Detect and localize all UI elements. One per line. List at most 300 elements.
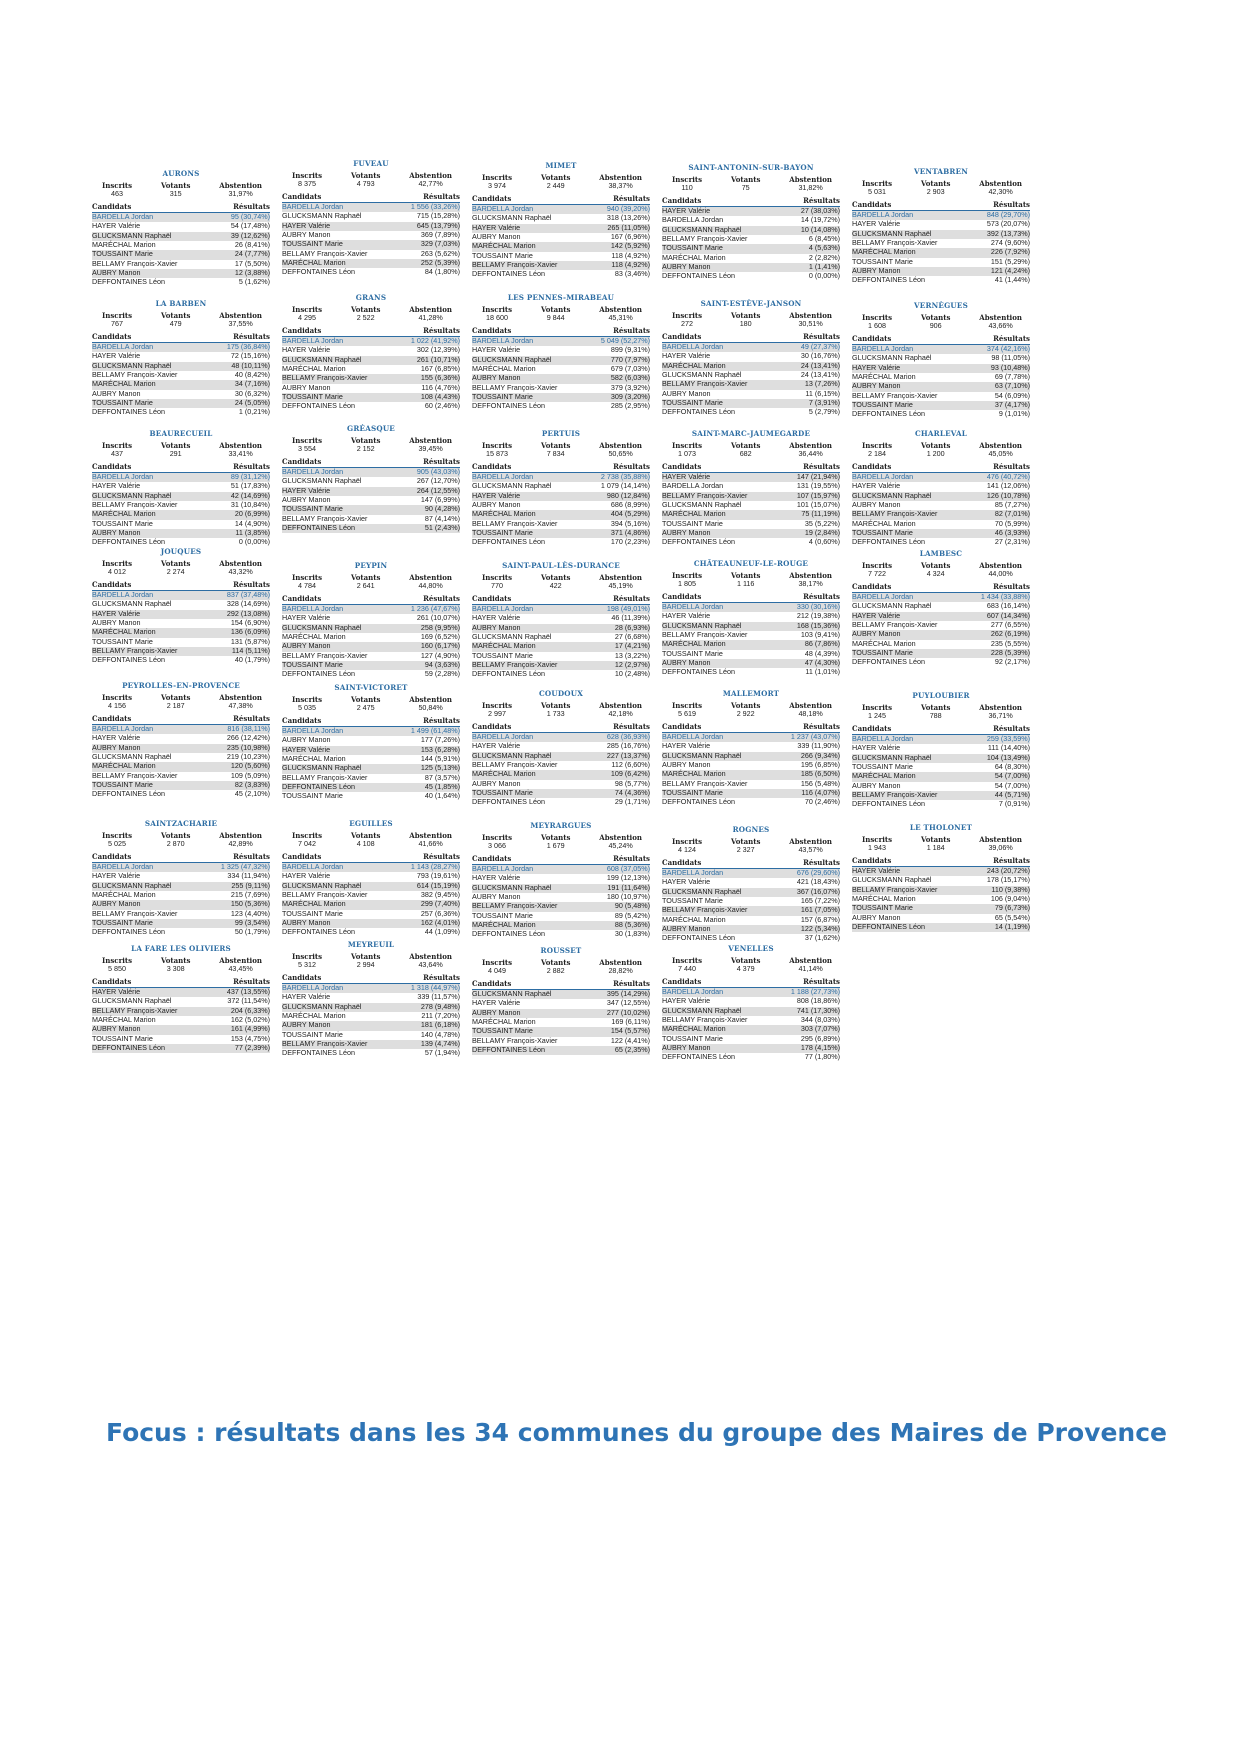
results-table <box>282 863 460 937</box>
commune-block <box>282 562 460 679</box>
candidate-result: 0 (0,00%) <box>808 271 840 281</box>
candidate-result: 24 (5,05%) <box>234 397 270 407</box>
abstention-value: 28,82% <box>608 966 633 976</box>
candidate-result: 181 (6,18%) <box>420 1020 460 1030</box>
candidate-name: BARDELLA Jordan <box>92 590 154 600</box>
votants-value: 9 844 <box>546 313 565 323</box>
candidate-name: TOUSSAINT Marie <box>472 650 533 660</box>
commune-name: LE THOLONET <box>909 823 973 832</box>
table-row <box>92 278 270 287</box>
candidate-name: HAYER Valérie <box>852 610 901 620</box>
inscrits-label: Inscrits <box>482 957 513 967</box>
inscrits-value: 4 156 <box>108 701 127 711</box>
candidate-name: DEFFONTAINES Léon <box>662 933 735 943</box>
candidate-result: 77 (2,39%) <box>234 1042 270 1052</box>
candidats-label: Candidats <box>662 721 702 731</box>
candidate-name: HAYER Valérie <box>662 877 711 887</box>
candidate-result: 204 (6,33%) <box>230 1005 270 1015</box>
commune-stats <box>282 574 460 591</box>
candidate-name: BELLAMY François-Xavier <box>282 772 368 782</box>
candidate-name: AUBRY Manon <box>852 381 901 391</box>
candidate-name: MARÉCHAL Marion <box>282 1010 346 1020</box>
candidate-result: 27 (38,03%) <box>800 206 840 216</box>
candidate-name: DEFFONTAINES Léon <box>852 409 925 419</box>
candidate-name: DEFFONTAINES Léon <box>282 927 355 937</box>
votants-cell <box>921 562 951 579</box>
commune-block <box>472 294 650 411</box>
votants-cell <box>161 442 191 459</box>
commune-stats <box>852 180 1030 197</box>
abstention-label: Abstention <box>979 702 1022 712</box>
candidate-name: MARÉCHAL Marion <box>282 363 346 373</box>
candidate-name: BARDELLA Jordan <box>472 604 534 614</box>
abstention-cell <box>599 702 642 719</box>
candidats-label: Candidats <box>472 193 512 203</box>
candidats-label: Candidats <box>92 461 132 471</box>
abstention-cell <box>979 180 1022 197</box>
candidate-result: 40 (8,42%) <box>234 369 270 379</box>
votants-value: 180 <box>739 319 752 329</box>
candidate-name: DEFFONTAINES Léon <box>472 1044 545 1054</box>
candidate-result: 161 (7,05%) <box>800 905 840 915</box>
inscrits-cell <box>292 437 322 454</box>
candidate-result: 86 (7,86%) <box>804 639 840 649</box>
candidate-result: 131 (5,87%) <box>230 636 270 646</box>
candidate-name: AUBRY Manon <box>662 1042 711 1052</box>
candidate-result: 285 (2,95%) <box>610 401 650 411</box>
votants-value: 1 184 <box>926 843 945 853</box>
candidate-result: 39 (12,62%) <box>230 230 270 240</box>
candidats-label: Candidats <box>282 456 322 466</box>
commune-stats <box>472 574 650 591</box>
inscrits-label: Inscrits <box>292 170 323 180</box>
candidate-name: AUBRY Manon <box>282 229 331 239</box>
candidate-result: 54 (7,00%) <box>994 771 1030 781</box>
abstention-value: 42,18% <box>608 709 633 719</box>
resultats-label: Résultats <box>803 976 840 986</box>
candidats-label: Candidats <box>92 201 132 211</box>
inscrits-value: 18 600 <box>486 313 509 323</box>
candidate-name: BARDELLA Jordan <box>662 215 724 225</box>
candidate-name: DEFFONTAINES Léon <box>852 657 925 667</box>
candidate-result: 683 (16,14%) <box>986 601 1030 611</box>
results-table <box>282 605 460 679</box>
candidats-label: Candidats <box>282 325 322 335</box>
candidate-name: BELLAMY François-Xavier <box>472 759 558 769</box>
candidate-result: 46 (11,39%) <box>611 613 650 623</box>
abstention-value: 33,41% <box>228 449 253 459</box>
abstention-label: Abstention <box>789 570 832 580</box>
candidats-label: Candidats <box>282 593 322 603</box>
candidate-result: 101 (15,07%) <box>796 499 840 509</box>
resultats-label: Résultats <box>803 195 840 205</box>
candidate-name: DEFFONTAINES Léon <box>662 537 735 547</box>
commune-block <box>852 168 1030 285</box>
candidate-name: GLUCKSMANN Raphaël <box>92 490 172 500</box>
results-table <box>282 984 460 1058</box>
inscrits-cell <box>672 957 702 974</box>
abstention-cell <box>979 836 1022 853</box>
candidate-result: 607 (14,34%) <box>986 610 1030 620</box>
inscrits-label: Inscrits <box>482 304 513 314</box>
candidate-result: 87 (3,57%) <box>424 772 460 782</box>
votants-cell <box>541 959 571 976</box>
candidate-name: BELLAMY François-Xavier <box>662 233 748 243</box>
candidate-result: 109 (6,42%) <box>610 769 650 779</box>
candidate-result: 90 (4,28%) <box>424 504 460 514</box>
votants-cell <box>161 182 191 199</box>
candidate-name: BELLAMY François-Xavier <box>92 369 178 379</box>
candidate-result: 191 (11,64%) <box>607 882 650 892</box>
commune-name: VENELLES <box>728 944 774 953</box>
candidate-name: HAYER Valérie <box>472 873 521 883</box>
candidate-name: HAYER Valérie <box>472 222 521 232</box>
candidate-result: 262 (6,19%) <box>990 629 1030 639</box>
abstention-label: Abstention <box>789 836 832 846</box>
candidate-name: GLUCKSMANN Raphaël <box>662 499 742 509</box>
commune-stats <box>92 312 270 329</box>
candidate-name: MARÉCHAL Marion <box>92 1014 156 1024</box>
candidate-name: MARÉCHAL Marion <box>472 641 536 651</box>
abstention-value: 50,65% <box>608 449 633 459</box>
candidate-result: 437 (13,55%) <box>226 987 270 997</box>
candidate-result: 679 (7,03%) <box>610 363 650 373</box>
votants-cell <box>731 957 761 974</box>
commune-name: SAINT-VICTORET <box>334 683 408 692</box>
results-table <box>282 203 460 277</box>
inscrits-cell <box>482 574 512 591</box>
candidats-label: Candidats <box>472 978 512 988</box>
candidate-name: GLUCKSMANN Raphaël <box>852 353 932 363</box>
inscrits-value: 1 245 <box>868 711 887 721</box>
candidate-name: GLUCKSMANN Raphaël <box>852 228 932 238</box>
candidate-result: 11 (3,85%) <box>235 527 270 537</box>
candidate-result: 84 (1,80%) <box>424 267 460 277</box>
inscrits-cell <box>862 836 892 853</box>
abstention-value: 37,55% <box>228 319 253 329</box>
abstention-value: 43,32% <box>228 567 253 577</box>
inscrits-cell <box>862 704 892 721</box>
candidate-result: 75 (11,19%) <box>801 509 840 519</box>
candidate-result: 24 (13,41%) <box>800 369 840 379</box>
candidate-result: 17 (5,50%) <box>234 258 270 268</box>
commune-block <box>852 550 1030 667</box>
candidate-name: GLUCKSMANN Raphaël <box>662 750 742 760</box>
commune-name: FUVEAU <box>353 159 389 168</box>
candidate-name: BELLAMY François-Xavier <box>852 789 938 799</box>
inscrits-value: 110 <box>681 183 693 193</box>
votants-value: 4 379 <box>736 964 755 974</box>
abstention-label: Abstention <box>789 700 832 710</box>
abstention-cell <box>979 314 1022 331</box>
candidate-name: AUBRY Manon <box>852 629 901 639</box>
candidate-result: 153 (4,75%) <box>230 1033 270 1043</box>
candidate-result: 339 (11,90%) <box>797 741 840 751</box>
results-table <box>472 337 650 411</box>
abstention-label: Abstention <box>409 694 452 704</box>
votants-label: Votants <box>920 178 951 188</box>
votants-value: 7 834 <box>546 449 565 459</box>
inscrits-label: Inscrits <box>672 310 703 320</box>
candidate-result: 37 (4,17%) <box>994 399 1030 409</box>
inscrits-cell <box>102 312 132 329</box>
votants-value: 291 <box>169 449 182 459</box>
abstention-value: 45,31% <box>608 313 633 323</box>
abstention-value: 43,66% <box>988 321 1013 331</box>
inscrits-label: Inscrits <box>292 435 323 445</box>
resultats-label: Résultats <box>993 333 1030 343</box>
inscrits-label: Inscrits <box>292 572 323 582</box>
votants-value: 2 522 <box>356 313 375 323</box>
candidate-result: 24 (7,77%) <box>234 249 270 259</box>
resultats-label: Résultats <box>423 191 460 201</box>
candidate-result: 14 (19,72%) <box>800 215 840 225</box>
inscrits-label: Inscrits <box>482 572 513 582</box>
abstention-cell <box>409 306 452 323</box>
votants-label: Votants <box>540 440 571 450</box>
candidate-result: 14 (1,19%) <box>994 921 1030 931</box>
abstention-value: 45,19% <box>608 581 633 591</box>
candidats-label: Candidats <box>662 195 702 205</box>
abstention-label: Abstention <box>219 180 262 190</box>
votants-label: Votants <box>540 572 571 582</box>
commune-block <box>472 430 650 547</box>
candidate-name: GLUCKSMANN Raphaël <box>472 631 552 641</box>
candidate-result: 1 (1,41%) <box>808 261 840 271</box>
commune-block <box>662 164 840 281</box>
commune-block <box>472 162 650 279</box>
commune-stats <box>662 957 840 974</box>
commune-block <box>92 300 270 417</box>
candidate-result: 47 (4,30%) <box>804 657 840 667</box>
inscrits-label: Inscrits <box>292 304 323 314</box>
results-table <box>662 207 840 281</box>
votants-cell <box>921 314 951 331</box>
inscrits-cell <box>672 838 702 855</box>
results-table <box>662 733 840 807</box>
candidate-result: 185 (6,50%) <box>800 769 840 779</box>
candidate-name: DEFFONTAINES Léon <box>282 522 355 532</box>
inscrits-value: 1 943 <box>868 843 887 853</box>
votants-label: Votants <box>350 435 381 445</box>
votants-label: Votants <box>160 180 191 190</box>
resultats-label: Résultats <box>233 713 270 723</box>
candidate-name: AUBRY Manon <box>92 267 141 277</box>
candidate-name: BARDELLA Jordan <box>662 481 724 491</box>
abstention-cell <box>979 562 1022 579</box>
table-row <box>852 658 1030 667</box>
candidate-result: 292 (13,08%) <box>226 608 270 618</box>
candidate-name: TOUSSAINT Marie <box>852 647 913 657</box>
table-row <box>662 1053 840 1062</box>
candidate-name: TOUSSAINT Marie <box>472 391 533 401</box>
candidate-result: 369 (7,89%) <box>420 229 460 239</box>
votants-cell <box>161 560 191 577</box>
commune-stats <box>92 442 270 459</box>
inscrits-value: 5 035 <box>298 703 317 713</box>
table-row <box>852 538 1030 547</box>
commune-stats <box>92 182 270 199</box>
candidate-result: 608 (37,05%) <box>606 864 650 874</box>
table-row <box>852 276 1030 285</box>
abstention-label: Abstention <box>979 560 1022 570</box>
inscrits-value: 1 805 <box>678 579 697 589</box>
candidate-result: 44 (1,09%) <box>424 927 460 937</box>
votants-cell <box>731 702 761 719</box>
candidate-name: DEFFONTAINES Léon <box>472 669 545 679</box>
inscrits-label: Inscrits <box>862 702 893 712</box>
candidate-name: MARÉCHAL Marion <box>92 761 156 771</box>
inscrits-cell <box>672 176 702 193</box>
inscrits-cell <box>292 306 322 323</box>
votants-value: 1 116 <box>736 579 755 589</box>
candidate-name: MARÉCHAL Marion <box>472 241 536 251</box>
candidats-label: Candidats <box>852 199 892 209</box>
candidats-label: Candidats <box>92 851 132 861</box>
candidate-result: 82 (7,01%) <box>994 509 1030 519</box>
inscrits-label: Inscrits <box>482 440 513 450</box>
candidate-result: 243 (20,72%) <box>986 866 1030 876</box>
candidate-name: DEFFONTAINES Léon <box>852 799 925 809</box>
candidate-name: BARDELLA Jordan <box>472 204 534 214</box>
candidate-name: HAYER Valérie <box>92 987 141 997</box>
commune-stats <box>92 694 270 711</box>
votants-cell <box>921 704 951 721</box>
candidate-result: 37 (1,62%) <box>804 933 840 943</box>
abstention-cell <box>789 312 832 329</box>
table-row <box>92 928 270 937</box>
votants-label: Votants <box>730 570 761 580</box>
inscrits-label: Inscrits <box>102 180 133 190</box>
candidate-result: 112 (6,60%) <box>611 759 650 769</box>
candidate-result: 118 (4,92%) <box>611 250 650 260</box>
inscrits-cell <box>672 312 702 329</box>
abstention-label: Abstention <box>599 700 642 710</box>
candidate-name: BELLAMY François-Xavier <box>662 778 748 788</box>
candidate-result: 330 (30,16%) <box>796 602 840 612</box>
candidate-result: 7 (3,91%) <box>808 397 840 407</box>
candidate-name: AUBRY Manon <box>282 917 331 927</box>
inscrits-value: 7 440 <box>678 964 697 974</box>
votants-cell <box>731 572 761 589</box>
candidate-name: MARÉCHAL Marion <box>662 360 726 370</box>
candidate-result: 46 (3,93%) <box>994 527 1030 537</box>
candidate-result: 676 (29,60%) <box>796 868 840 878</box>
candidate-result: 136 (6,09%) <box>230 627 270 637</box>
resultats-label: Résultats <box>233 851 270 861</box>
abstention-label: Abstention <box>409 435 452 445</box>
abstention-label: Abstention <box>789 310 832 320</box>
candidate-result: 940 (39,20%) <box>606 204 650 214</box>
candidate-name: MARÉCHAL Marion <box>662 639 726 649</box>
results-table <box>852 867 1030 932</box>
abstention-value: 43,64% <box>418 960 443 970</box>
inscrits-label: Inscrits <box>672 955 703 965</box>
commune-block <box>472 690 650 807</box>
votants-label: Votants <box>350 170 381 180</box>
resultats-label: Résultats <box>423 851 460 861</box>
candidate-name: TOUSSAINT Marie <box>282 659 343 669</box>
candidate-result: 13 (3,22%) <box>614 650 650 660</box>
table-row <box>662 934 840 943</box>
candidate-name: TOUSSAINT Marie <box>92 1033 153 1043</box>
candidate-result: 261 (10,71%) <box>416 354 460 364</box>
candidate-result: 770 (7,97%) <box>610 354 650 364</box>
candidate-result: 88 (5,36%) <box>614 919 650 929</box>
resultats-label: Résultats <box>803 461 840 471</box>
inscrits-cell <box>672 572 702 589</box>
abstention-value: 36,44% <box>798 449 823 459</box>
votants-value: 1 733 <box>546 709 565 719</box>
candidate-name: BELLAMY François-Xavier <box>472 518 558 528</box>
inscrits-cell <box>292 953 322 970</box>
resultats-label: Résultats <box>613 593 650 603</box>
results-table <box>662 603 840 677</box>
candidate-name: HAYER Valérie <box>852 219 901 229</box>
candidate-result: 104 (13,49%) <box>986 752 1030 762</box>
candidate-result: 45 (1,85%) <box>424 781 460 791</box>
commune-name: MEYRARGUES <box>530 821 592 830</box>
candidate-name: AUBRY Manon <box>662 261 711 271</box>
candidate-name: BARDELLA Jordan <box>92 724 154 734</box>
commune-name: MIMET <box>545 161 577 170</box>
candidate-result: 155 (6,36%) <box>420 373 460 383</box>
candidate-result: 30 (6,32%) <box>234 388 270 398</box>
commune-name: LAMBESC <box>919 549 963 558</box>
commune-stats <box>92 560 270 577</box>
candidate-result: 263 (5,62%) <box>420 248 460 258</box>
votants-label: Votants <box>730 310 761 320</box>
candidate-result: 258 (9,95%) <box>420 622 460 632</box>
candidate-result: 85 (7,27%) <box>994 499 1030 509</box>
candidate-name: TOUSSAINT Marie <box>852 527 913 537</box>
candidate-name: AUBRY Manon <box>282 382 331 392</box>
inscrits-cell <box>482 702 512 719</box>
candidate-result: 255 (9,11%) <box>231 880 270 890</box>
results-table <box>472 473 650 547</box>
candidate-result: 50 (1,79%) <box>234 927 270 937</box>
candidate-name: GLUCKSMANN Raphaël <box>472 750 552 760</box>
commune-stats <box>282 953 460 970</box>
candidate-name: BARDELLA Jordan <box>92 342 154 352</box>
candidate-name: HAYER Valérie <box>662 611 711 621</box>
candidats-label: Candidats <box>282 972 322 982</box>
candidate-result: 219 (10,23%) <box>226 751 270 761</box>
resultats-label: Résultats <box>993 855 1030 865</box>
candidate-result: 35 (5,22%) <box>804 518 840 528</box>
candidate-name: AUBRY Manon <box>662 657 711 667</box>
candidate-result: 235 (10,98%) <box>226 742 270 752</box>
candidate-result: 318 (13,26%) <box>606 213 650 223</box>
resultats-label: Résultats <box>803 331 840 341</box>
candidate-name: DEFFONTAINES Léon <box>92 655 165 665</box>
votants-value: 2 641 <box>356 581 375 591</box>
inscrits-value: 4 124 <box>678 845 697 855</box>
votants-cell <box>541 174 571 191</box>
candidate-result: 17 (4,21%) <box>614 641 650 651</box>
candidate-result: 169 (6,11%) <box>611 1016 650 1026</box>
candidate-name: GLUCKSMANN Raphaël <box>92 599 172 609</box>
candidate-name: HAYER Valérie <box>662 996 711 1006</box>
votants-cell <box>921 442 951 459</box>
votants-label: Votants <box>540 700 571 710</box>
candidate-result: 111 (14,40%) <box>987 743 1030 753</box>
candidate-name: HAYER Valérie <box>472 613 521 623</box>
commune-block <box>472 562 650 679</box>
candidats-label: Candidats <box>852 333 892 343</box>
candidate-result: 154 (5,57%) <box>610 1026 650 1036</box>
votants-label: Votants <box>920 440 951 450</box>
